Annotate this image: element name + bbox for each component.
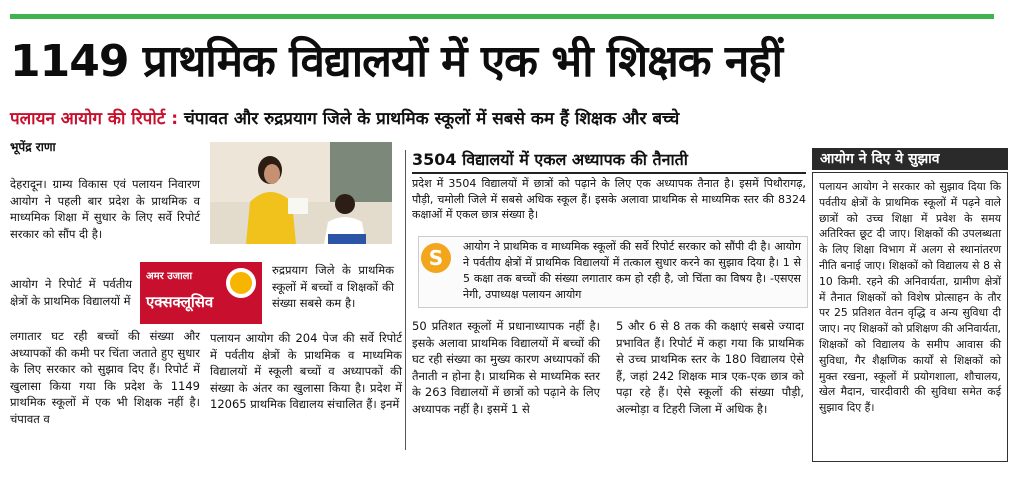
section-text: प्रदेश में 3504 विद्यालयों में छात्रों को पढ़ाने के लिए एक अध्यापक तैनात है। इसमें पिथौरागढ़, पौड़ी, चमोली जिले में सबसे अधिक स्कूल हैं। इसके अलावा प्राथमिक से माध्यमिक स्तर की 8324 कक्षाओं में एकल छात्र संख्या है।: [412, 177, 806, 221]
badge-brand: अमर उजाला: [146, 271, 193, 282]
headline: 1149 प्राथमिक विद्यालयों में एक भी शिक्षक नहीं: [10, 36, 783, 87]
classroom-photo: [210, 142, 392, 244]
subhead-label: पलायन आयोग की रिपोर्ट :: [10, 109, 179, 129]
column-3: 50 प्रतिशत स्कूलों में प्रधानाध्यापक नहीं है। इसके अलावा प्राथमिक विद्यालयों में बच्चों की घट रही संख्या का मुख्य कारण अध्यापकों की तैनाती न होना है। प्राथमिक से माध्यमिक स्तर के 263 विद्यालयों में छात्रों को पढ़ाने के लिए अध्यापक नहीं है। इसमें 1 से: [412, 319, 600, 416]
badge-label: एक्सक्लूसिव: [146, 293, 214, 311]
column-2-a: रुद्रप्रयाग जिले के प्राथमिक स्कूलों में बच्चों व शिक्षकों की संख्या सबसे कम है।: [272, 263, 394, 311]
green-rule: [10, 14, 994, 19]
byline: भूपेंद्र राणा: [10, 140, 56, 154]
magnifier-icon: [226, 268, 256, 298]
subheadline: [10, 104, 1010, 134]
quote-text: आयोग ने प्राथमिक व माध्यमिक स्कूलों की सर्वे रिपोर्ट सरकार को सौंपी दी है। आयोग ने पर्वतीय क्षेत्रों में प्राथमिक विद्यालयों में तत्काल सुधार करने का सुझाव दिया है। 1 से 5 कक्षा तक बच्चों की संख्या लगातार कम हो रही है, जो चिंता का विषय है। -एसएस नेगी, उपाध्यक्ष पलायन आयोग: [463, 240, 801, 301]
quote-box: [418, 236, 808, 308]
column-1-top: देहरादून। ग्राम्य विकास एवं पलायन निवारण आयोग ने पहली बार प्रदेश के प्राथमिक व माध्यमिक शिक्षा में सुधार के लिए सर्वे रिपोर्ट सरकार को सौंप दी है।: [10, 177, 200, 241]
subhead-text: चंपावत और रुद्रप्रयाग जिले के प्राथमिक स्कूलों में सबसे कम हैं शिक्षक और बच्चे: [183, 109, 680, 129]
column-4: 5 और 6 से 8 तक की कक्षाएं सबसे ज्यादा प्रभावित हैं। रिपोर्ट में कहा गया कि प्राथमिक से उच्च प्राथमिक स्तर के 180 विद्यालय ऐसे हैं, जहां 242 शिक्षक मात्र एक-एक छात्र को पढ़ा रहे हैं। ऐसे स्कूलों की संख्या पौड़ी, अल्मोड़ा व टिहरी जिला में अधिक है।: [616, 319, 804, 416]
teacher-student-image: [210, 142, 392, 244]
quote-icon: S: [421, 243, 451, 273]
suggestions-box: [812, 172, 1008, 462]
suggestions-heading: आयोग ने दिए ये सुझाव: [812, 148, 1008, 170]
column-1-bottom: लगातार घट रही बच्चों की संख्या और अध्यापकों की कमी पर चिंता जताते हुए सुधार के लिए सरकार को सुझाव दिए हैं। रिपोर्ट में खुलासा किया गया कि प्रदेश के 1149 प्राथमिक स्कूलों में एक भी शिक्षक नहीं है। चंपावत व: [10, 329, 200, 426]
suggestions-text: पलायन आयोग ने सरकार को सुझाव दिया कि पर्वतीय क्षेत्रों के प्राथमिक स्कूलों में पढ़ने वाले छात्रों को उच्च शिक्षा में प्रवेश के समय अतिरिक्त छूट दी जाए। शिक्षकों की उपलब्धता के लिए शिक्षा विभाग में अलग से स्थानांतरण नीति बनाई जाए। शिक्षकों को विद्यालय से 8 से 10 किमी. रहने की अनिवार्यता, ग्रामीण क्षेत्रों में तैनात शिक्षकों को विशेष प्रोत्साहन के तौर पर 25 प्रतिशत वेतन वृद्धि व अन्य सुविधा दी जाए। नए शिक्षकों को प्रशिक्षण की अनिवार्यता, शिक्षकों को विद्यालय के समीप आवास की सुविधा, गैर शैक्षणिक कार्यों से शिक्षकों को मुक्त रखना, स्कूलों में प्रयोगशाला, शौचालय, खेल मैदान, चारदीवारी की सुविधा समेत कई सुझाव दिए हैं।: [819, 180, 1001, 415]
section-heading: 3504 विद्यालयों में एकल अध्यापक की तैनाती: [412, 148, 806, 174]
exclusive-badge: [140, 262, 262, 324]
column-divider: [405, 150, 406, 450]
column-1-intro: आयोग ने रिपोर्ट में पर्वतीय क्षेत्रों के प्राथमिक विद्यालयों में: [10, 277, 132, 308]
column-2-b: पलायन आयोग की 204 पेज की सर्वे रिपोर्ट में पर्वतीय क्षेत्रों के प्राथमिक व माध्यमिक विद्यालयों में स्कूली बच्चों व अध्यापकों की संख्या के अंतर का खुलासा किया है। प्रदेश में 12065 प्राथमिक विद्यालय संचालित हैं। इनमें: [210, 331, 402, 412]
